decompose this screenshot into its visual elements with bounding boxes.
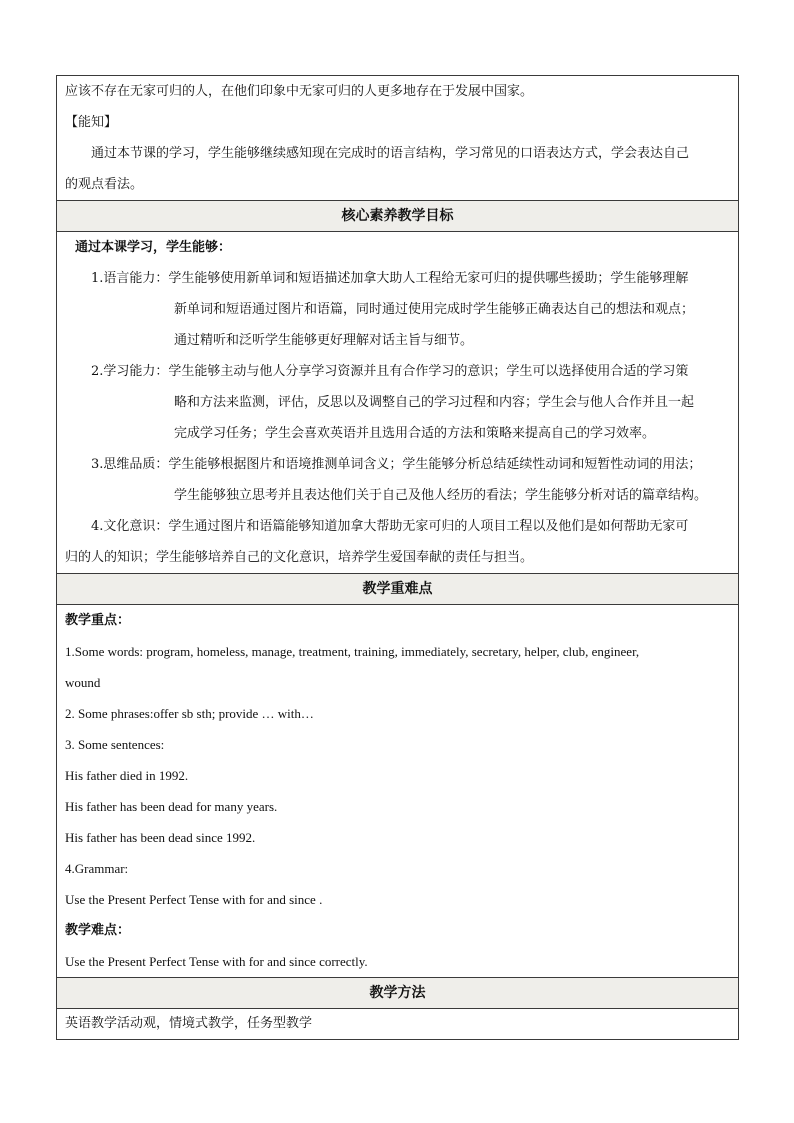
goal-label: 3.思维品质： bbox=[91, 457, 169, 472]
goal-text-line: 完成学习任务；学生会喜欢英语并且选用合适的方法和策略来提高自己的学习效率。 bbox=[174, 426, 656, 441]
goals-header: 核心素养教学目标 bbox=[57, 201, 738, 232]
intro-paragraph-line: 的观点看法。 bbox=[65, 177, 144, 192]
difficulty-line: Use the Present Perfect Tense with for and since correctly. bbox=[65, 954, 368, 969]
keypoint-line: His father has been dead since 1992. bbox=[65, 830, 256, 845]
goal-item-culture bbox=[65, 511, 730, 573]
focus-label: 教学重点： bbox=[65, 613, 131, 628]
difficulty-label: 教学难点： bbox=[65, 923, 131, 938]
intro-line: 应该不存在无家可归的人，在他们印象中无家可归的人更多地存在于发展中国家。 bbox=[65, 84, 534, 99]
goal-text-line: 学生通过图片和语篇能够知道加拿大帮助无家可归的人项目工程以及他们是如何帮助无家可 bbox=[168, 519, 689, 534]
keypoint-line: 1.Some words: program, homeless, manage, treatment, training, immediately, secretary, helper, club, engineer, bbox=[65, 644, 640, 659]
lesson-plan-table bbox=[56, 75, 739, 1040]
keypoint-line: His father died in 1992. bbox=[65, 768, 189, 783]
methods-text: 英语教学活动观，情境式教学，任务型教学 bbox=[57, 1009, 738, 1040]
keypoints-header: 教学重难点 bbox=[57, 574, 738, 605]
keypoint-line: His father has been dead for many years. bbox=[65, 799, 278, 814]
keypoint-line: 3. Some sentences: bbox=[65, 737, 165, 752]
goal-item-learning bbox=[65, 356, 730, 449]
intro-heading: 【能知】 bbox=[65, 115, 118, 130]
goal-text-line: 归的人的知识；学生能够培养自己的文化意识，培养学生爱国奉献的责任与担当。 bbox=[65, 550, 534, 565]
methods-header: 教学方法 bbox=[57, 978, 738, 1009]
keypoint-line: Use the Present Perfect Tense with for and since . bbox=[65, 892, 323, 907]
goal-label: 1.语言能力： bbox=[91, 271, 169, 286]
goal-text-line: 学生能够根据图片和语境推测单词含义；学生能够分析总结延续性动词和短暂性动词的用法； bbox=[168, 457, 702, 472]
goal-text-line: 学生能够主动与他人分享学习资源并且有合作学习的意识；学生可以选择使用合适的学习策 bbox=[168, 364, 689, 379]
goal-text-line: 通过精听和泛听学生能够更好理解对话主旨与细节。 bbox=[174, 333, 474, 348]
goals-lead: 通过本课学习，学生能够： bbox=[75, 240, 232, 255]
goal-text-line: 略和方法来监测，评估，反思以及调整自己的学习过程和内容；学生会与他人合作并且一起 bbox=[174, 395, 695, 410]
keypoints-section bbox=[57, 605, 738, 978]
goal-text-line: 学生能够使用新单词和短语描述加拿大助人工程给无家可归的提供哪些援助；学生能够理解 bbox=[168, 271, 689, 286]
goal-text-line: 新单词和短语通过图片和语篇，同时通过使用完成时学生能够正确表达自己的想法和观点； bbox=[174, 302, 695, 317]
intro-section bbox=[57, 76, 738, 201]
goal-item-language bbox=[65, 263, 730, 356]
goal-text-line: 学生能够独立思考并且表达他们关于自己及他人经历的看法；学生能够分析对话的篇章结构。 bbox=[174, 488, 708, 503]
goal-label: 4.文化意识： bbox=[91, 519, 169, 534]
keypoint-line: wound bbox=[65, 675, 101, 690]
goals-section bbox=[57, 232, 738, 574]
keypoint-line: 4.Grammar: bbox=[65, 861, 129, 876]
intro-paragraph-line: 通过本节课的学习，学生能够继续感知现在完成时的语言结构，学习常见的口语表达方式，学会表达自己 bbox=[91, 146, 690, 161]
goal-item-thinking bbox=[65, 449, 730, 511]
keypoint-line: 2. Some phrases:offer sb sth; provide … with… bbox=[65, 706, 314, 721]
goal-label: 2.学习能力： bbox=[91, 364, 169, 379]
